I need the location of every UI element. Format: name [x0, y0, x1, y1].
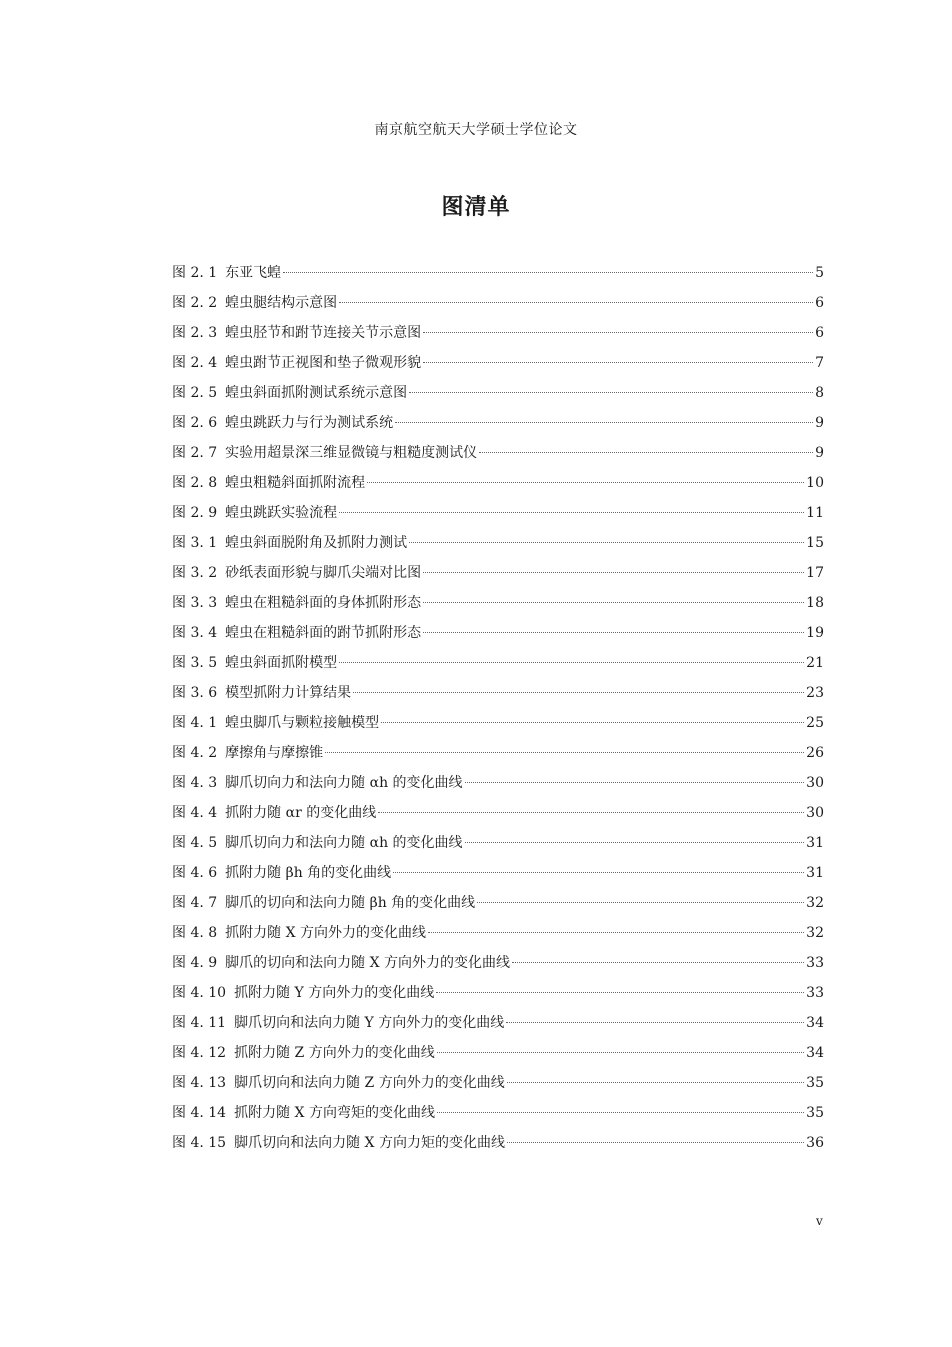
figure-caption: 蝗虫跳跃实验流程 [225, 505, 338, 521]
figure-caption: 蝗虫粗糙斜面抓附流程 [225, 475, 366, 491]
dot-leader [339, 302, 813, 303]
figure-caption: 脚爪切向和法向力随 Y 方向外力的变化曲线 [234, 1015, 505, 1031]
figure-number: 图 4. 9 [172, 955, 218, 971]
figure-number: 图 3. 3 [172, 595, 218, 611]
figure-caption: 脚爪切向力和法向力随 αh 的变化曲线 [225, 775, 463, 791]
toc-entry[interactable] [172, 318, 824, 348]
figure-caption: 蝗虫斜面脱附角及抓附力测试 [225, 535, 408, 551]
toc-entry[interactable] [172, 708, 824, 738]
figure-number: 图 3. 2 [172, 565, 218, 581]
page-ref: 15 [806, 535, 824, 551]
figure-number: 图 3. 1 [172, 535, 218, 551]
figure-caption: 实验用超景深三维显微镜与粗糙度测试仪 [225, 445, 478, 461]
dot-leader [409, 542, 804, 543]
dot-leader [507, 1082, 804, 1083]
dot-leader [283, 272, 813, 273]
dot-leader [353, 692, 804, 693]
page-ref: 11 [806, 505, 824, 521]
figure-number: 图 2. 6 [172, 415, 218, 431]
toc-entry[interactable] [172, 378, 824, 408]
page-ref: 31 [806, 835, 824, 851]
dot-leader [423, 632, 804, 633]
dot-leader [378, 812, 804, 813]
page-ref: 34 [806, 1045, 824, 1061]
toc-entry[interactable] [172, 1128, 824, 1158]
page-ref: 36 [806, 1135, 824, 1151]
dot-leader [339, 662, 804, 663]
page-ref: 9 [815, 415, 824, 431]
toc-entry[interactable] [172, 558, 824, 588]
page-ref: 8 [815, 385, 824, 401]
figure-number: 图 2. 3 [172, 325, 218, 341]
page-ref: 19 [806, 625, 824, 641]
figure-caption: 脚爪切向力和法向力随 αh 的变化曲线 [225, 835, 463, 851]
dot-leader [428, 932, 804, 933]
toc-entry[interactable] [172, 1038, 824, 1068]
dot-leader [512, 962, 804, 963]
page-ref: 35 [806, 1105, 824, 1121]
dot-leader [465, 782, 805, 783]
page-ref: 30 [806, 805, 824, 821]
figure-caption: 蝗虫胫节和跗节连接关节示意图 [225, 325, 422, 341]
figure-caption: 脚爪的切向和法向力随 X 方向外力的变化曲线 [225, 955, 511, 971]
figure-number: 图 2. 7 [172, 445, 218, 461]
page-ref: 33 [806, 985, 824, 1001]
toc-entry[interactable] [172, 438, 824, 468]
page-ref: 33 [806, 955, 824, 971]
page-number: v [816, 1214, 823, 1228]
page-ref: 25 [806, 715, 824, 731]
figure-number: 图 4. 5 [172, 835, 218, 851]
toc-entry[interactable] [172, 288, 824, 318]
figure-number: 图 4. 7 [172, 895, 218, 911]
figure-number: 图 4. 6 [172, 865, 218, 881]
figure-number: 图 3. 5 [172, 655, 218, 671]
toc-entry[interactable] [172, 618, 824, 648]
toc-entry[interactable] [172, 1008, 824, 1038]
figure-number: 图 4. 10 [172, 985, 227, 1001]
figure-caption: 脚爪切向和法向力随 Z 方向外力的变化曲线 [234, 1075, 505, 1091]
figure-caption: 模型抓附力计算结果 [225, 685, 352, 701]
figure-caption: 脚爪的切向和法向力随 βh 角的变化曲线 [225, 895, 476, 911]
page-ref: 21 [806, 655, 824, 671]
dot-leader [423, 332, 813, 333]
toc-entry[interactable] [172, 768, 824, 798]
dot-leader [465, 842, 805, 843]
figure-caption: 脚爪切向和法向力随 X 方向力矩的变化曲线 [234, 1135, 505, 1151]
figure-caption: 砂纸表面形貌与脚爪尖端对比图 [225, 565, 422, 581]
page-ref: 6 [815, 295, 824, 311]
figure-number: 图 2. 2 [172, 295, 218, 311]
figure-number: 图 4. 12 [172, 1045, 227, 1061]
figure-caption: 蝗虫斜面抓附模型 [225, 655, 338, 671]
figure-caption: 蝗虫斜面抓附测试系统示意图 [225, 385, 408, 401]
page-ref: 23 [806, 685, 824, 701]
figure-caption: 蝗虫脚爪与颗粒接触模型 [225, 715, 380, 731]
dot-leader [339, 512, 804, 513]
page-ref: 10 [806, 475, 824, 491]
dot-leader [423, 572, 804, 573]
dot-leader [367, 482, 804, 483]
figure-caption: 蝗虫跗节正视图和垫子微观形貌 [225, 355, 422, 371]
dot-leader [436, 992, 804, 993]
toc-entry[interactable] [172, 978, 824, 1008]
page-ref: 26 [806, 745, 824, 761]
dot-leader [507, 1142, 804, 1143]
figure-number: 图 2. 8 [172, 475, 218, 491]
figure-caption: 摩擦角与摩擦锥 [225, 745, 324, 761]
figure-number: 图 4. 4 [172, 805, 218, 821]
dot-leader [381, 722, 804, 723]
figure-number: 图 2. 9 [172, 505, 218, 521]
toc-entry[interactable] [172, 888, 824, 918]
figure-caption: 抓附力随 βh 角的变化曲线 [225, 865, 392, 881]
toc-entry[interactable] [172, 498, 824, 528]
figure-number: 图 4. 15 [172, 1135, 227, 1151]
dot-leader [423, 602, 804, 603]
figure-number: 图 4. 11 [172, 1015, 227, 1031]
toc-entry[interactable] [172, 918, 824, 948]
dot-leader [393, 872, 804, 873]
toc-entry[interactable] [172, 258, 824, 288]
figure-caption: 抓附力随 X 方向外力的变化曲线 [225, 925, 427, 941]
page-ref: 5 [815, 265, 824, 281]
dot-leader [395, 422, 813, 423]
figure-caption: 东亚飞蝗 [225, 265, 282, 281]
dot-leader [325, 752, 804, 753]
figure-number: 图 3. 4 [172, 625, 218, 641]
running-header: 南京航空航天大学硕士学位论文 [374, 122, 578, 138]
toc-entry[interactable] [172, 678, 824, 708]
figure-caption: 抓附力随 X 方向弯矩的变化曲线 [234, 1105, 435, 1121]
page-ref: 30 [806, 775, 824, 791]
figure-number: 图 4. 14 [172, 1105, 227, 1121]
toc-entry[interactable] [172, 648, 824, 678]
toc-entry[interactable] [172, 588, 824, 618]
figure-number: 图 2. 5 [172, 385, 218, 401]
figure-number: 图 2. 1 [172, 265, 218, 281]
page-ref: 32 [806, 895, 824, 911]
figure-caption: 蝗虫在粗糙斜面的跗节抓附形态 [225, 625, 422, 641]
page-ref: 34 [806, 1015, 824, 1031]
figure-number: 图 4. 13 [172, 1075, 227, 1091]
toc-entry[interactable] [172, 828, 824, 858]
page-title: 图清单 [441, 195, 511, 220]
page-ref: 31 [806, 865, 824, 881]
figure-caption: 抓附力随 αr 的变化曲线 [225, 805, 377, 821]
figure-number: 图 2. 4 [172, 355, 218, 371]
dot-leader [409, 392, 813, 393]
dot-leader [437, 1112, 804, 1113]
toc-entry[interactable] [172, 948, 824, 978]
figure-number: 图 4. 1 [172, 715, 218, 731]
page-ref: 17 [806, 565, 824, 581]
toc-entry[interactable] [172, 528, 824, 558]
page-ref: 6 [815, 325, 824, 341]
page-ref: 18 [806, 595, 824, 611]
figure-caption: 蝗虫跳跃力与行为测试系统 [225, 415, 394, 431]
page-ref: 35 [806, 1075, 824, 1091]
figure-list [172, 258, 824, 1158]
toc-entry[interactable] [172, 1068, 824, 1098]
toc-entry[interactable] [172, 348, 824, 378]
toc-entry[interactable] [172, 1098, 824, 1128]
figure-number: 图 3. 6 [172, 685, 218, 701]
dot-leader [479, 452, 813, 453]
page-ref: 32 [806, 925, 824, 941]
figure-number: 图 4. 3 [172, 775, 218, 791]
toc-entry[interactable] [172, 468, 824, 498]
toc-entry[interactable] [172, 858, 824, 888]
figure-number: 图 4. 8 [172, 925, 218, 941]
toc-entry[interactable] [172, 738, 824, 768]
figure-number: 图 4. 2 [172, 745, 218, 761]
dot-leader [423, 362, 813, 363]
page-ref: 7 [815, 355, 824, 371]
dot-leader [506, 1022, 804, 1023]
figure-caption: 蝗虫腿结构示意图 [225, 295, 338, 311]
dot-leader [437, 1052, 804, 1053]
toc-entry[interactable] [172, 798, 824, 828]
figure-caption: 蝗虫在粗糙斜面的身体抓附形态 [225, 595, 422, 611]
dot-leader [477, 902, 804, 903]
figure-caption: 抓附力随 Y 方向外力的变化曲线 [234, 985, 435, 1001]
figure-caption: 抓附力随 Z 方向外力的变化曲线 [234, 1045, 435, 1061]
page-ref: 9 [815, 445, 824, 461]
toc-entry[interactable] [172, 408, 824, 438]
